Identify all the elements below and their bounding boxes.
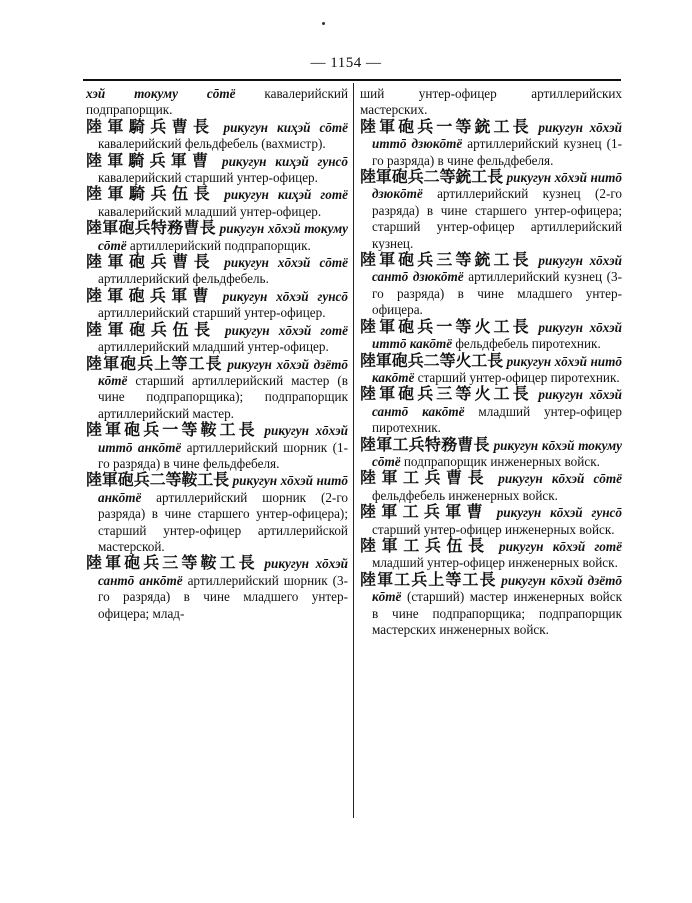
dictionary-entry [360,169,622,252]
entry-romanization: рикугун хōхэй иттō какōтё [372,319,622,352]
continuation-entry [360,86,622,119]
dictionary-entry [86,555,348,622]
entry-headword: 陸軍工兵曹長 [360,468,490,488]
dictionary-entry [360,569,622,639]
entry-romanization: рикугун хōхэй нитō анкōтё [98,473,348,505]
entry-romanization: рикугун хōхэй сōтё [224,255,349,271]
entry-romanization: рикугун хōхэй гунсō [222,288,348,304]
entry-headword: 陸軍砲兵二等火工長 [360,350,504,370]
entry-romanization: рикугун кōхэй дзётō кōтё [372,572,622,605]
entry-headword: 陸軍工兵軍曹 [360,502,488,522]
entry-headword: 陸軍砲兵一等銃工長 [360,116,532,136]
print-speck [322,22,325,25]
entry-definition: старший унтер-офицер пиротехник. [417,369,620,385]
dictionary-entry [86,186,348,220]
entry-romanization: рикугун хōхэй сантō дзюкōтё [372,253,622,285]
entry-definition: подпрапорщик инженерных войск. [403,453,600,469]
entry-definition: артиллерийский фельдфебель. [98,271,269,287]
dictionary-entry [86,422,348,472]
entry-headword: 陸軍騎兵曹長 [86,116,215,136]
entry-headword: 陸軍砲兵二等鞍工長 [86,470,230,490]
entry-definition: артиллерийский кузнец (2-го разряда) в чине старшего унтер-офицера; старший унтер-офицер артиллерийский кузнец. [372,186,623,251]
header-rule [83,79,621,81]
entry-romanization: рикугун хōхэй сантō анкōтё [98,556,348,588]
entry-definition: артиллерийский шорник (3-го разряда) в чине младшего унтер-офицера; млад- [98,572,348,621]
dictionary-entry [86,220,348,254]
entry-headword: 陸軍工兵上等工長 [360,569,497,589]
dictionary-entry [360,434,622,471]
entry-definition: младший унтер-офицер инженерных войск. [372,555,618,571]
entry-definition: артиллерийский кузнец (3-го разряда) в чине младшего унтер-офицера. [372,269,623,318]
entry-headword: 陸軍砲兵三等鞍工長 [86,553,258,573]
entry-definition: младший унтер-офицер пиротехник. [372,403,623,436]
entry-romanization: рикугун хōхэй дзётō кōтё [98,356,348,388]
entry-definition: артиллерийский младший унтер-офицер. [98,339,329,355]
entry-romanization: рикугун хōхэй готё [225,322,349,338]
entry-headword: 陸軍砲兵一等火工長 [360,316,532,336]
entry-definition: артиллерийский шорник (1-го разряда) в чине фельдфебеля. [98,439,348,471]
entry-definition: кавалерийский старший унтер-офицер. [98,170,318,186]
entry-romanization: рикугун кōхэй готё [498,538,623,554]
dictionary-entry [360,535,623,572]
entry-romanization: рикугун кōхэй сōтё [498,471,623,487]
entry-headword: 陸軍工兵伍長 [360,535,490,555]
dictionary-entry [86,254,348,288]
entry-romanization: рикугун хōхэй нитō дзюкōтё [372,170,622,202]
entry-headword: 陸軍工兵特務曹長 [360,434,490,454]
entry-definition: артиллерийский шорник (2-го разряда) в чине старшего унтер-офицера); старший унтер-офицер артиллерийской мастерской. [98,489,348,554]
entry-definition: фельдфебель инженерных войск. [372,487,558,503]
entry-definition: кавалерийский фельдфебель (вахмистр). [98,136,326,152]
entry-romanization: рикугун киҳэй сōтё [223,119,349,135]
entry-romanization: рикугун киҳэй готё [224,187,349,203]
entry-definition: артиллерийский старший унтер-офицер. [98,305,326,321]
entry-headword: 陸軍砲兵三等銃工長 [360,250,532,270]
dictionary-entry [86,116,349,153]
entry-definition: старший унтер-офицер инженерных войск. [372,521,615,537]
continuation-entry [86,86,348,119]
entry-romanization: рикугун хōхэй иттō анкōтё [98,423,348,455]
entry-headword: 陸軍騎兵伍長 [86,184,216,204]
left-column [86,86,348,622]
entry-headword: 陸軍砲兵軍曹 [86,285,214,305]
entry-definition: артиллерийский кузнец (1-го разряда) в чине фельдфебеля. [372,136,622,168]
entry-definition: фельдфебель пиротехник. [455,336,601,352]
right-column [360,86,622,638]
entry-headword: 陸軍砲兵一等鞍工長 [86,420,258,440]
entry-definition: старший артиллерийский мастер (в чине подпрапорщика); подпрапорщик артиллерийский мастер. [98,372,348,421]
entry-romanization: рикугун хōхэй сантō какōтё [372,387,622,419]
dictionary-entry [86,353,348,423]
entry-headword: 陸軍砲兵曹長 [86,252,216,272]
entry-definition: кавалерийский младший унтер-офицер. [98,203,322,219]
entry-definition: артиллерийский подпрапорщик. [129,237,311,253]
dictionary-entry [360,386,622,436]
dictionary-entry [360,316,622,353]
entry-romanization: рикугун хōхэй токуму сōтё [98,221,348,253]
entry-romanization: рикугун хōхэй иттō дзюкōтё [372,119,622,152]
entry-headword: 陸軍騎兵軍曹 [86,150,214,170]
entry-definition: ший унтер-офицер артиллерийских мастерских. [360,86,622,118]
entry-definition: (старший) мастер инженерных войск в чине подпрапорщика; подпрапорщик мастерских инженерных войск. [372,589,622,637]
column-divider [353,83,354,818]
entry-definition: кавалерийский подпрапорщик. [86,86,349,118]
entry-headword: 陸軍砲兵二等銃工長 [360,167,504,187]
dictionary-entry [86,472,348,555]
entry-romanization: рикугун киҳэй гунсō [222,153,349,169]
entry-headword: 陸軍砲兵上等工長 [86,353,223,373]
dictionary-entry [86,285,348,322]
entry-romanization: рикугун кōхэй гунсō [496,505,622,521]
dictionary-entry [360,470,622,504]
dictionary-entry [360,252,622,319]
dictionary-entry [360,350,622,387]
dictionary-entry [86,150,349,187]
entry-headword: 陸軍砲兵伍長 [86,319,216,339]
entry-headword: 陸軍砲兵三等火工長 [360,384,532,404]
entry-headword: 陸軍砲兵特務曹長 [86,218,216,238]
dictionary-entry [360,504,622,538]
dictionary-entry [86,319,349,356]
entry-romanization: хэй токуму сōтё [86,86,236,101]
page-number: — 1154 — [310,55,382,71]
dictionary-entry [360,116,622,169]
entry-romanization: рикугун кōхэй токуму сōтё [372,437,622,469]
entry-romanization: рикугун хōхэй нитō какōтё [372,353,622,385]
